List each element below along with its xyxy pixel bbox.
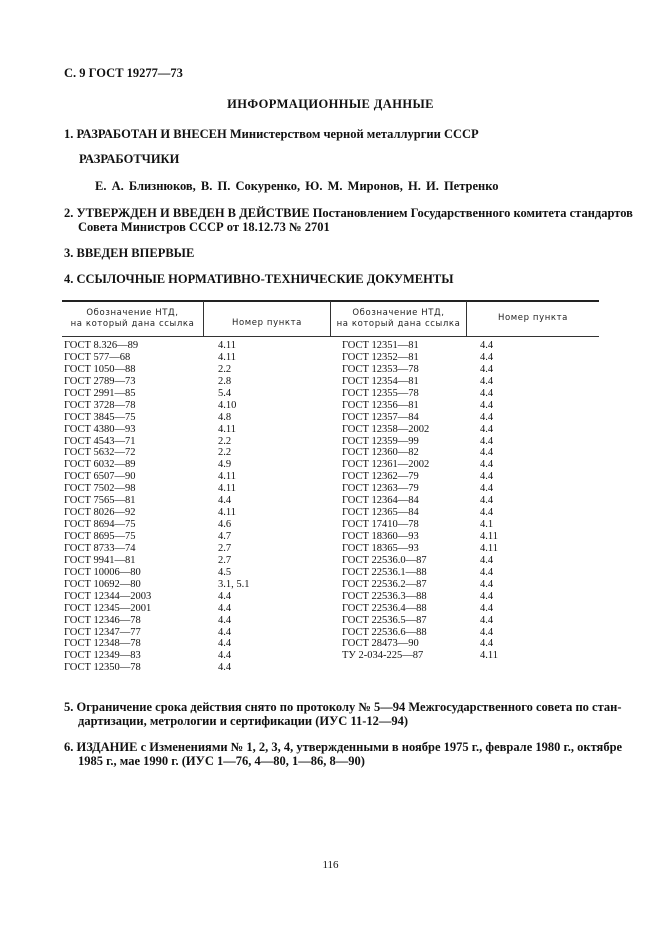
- ref-num-right: 4.4: [480, 447, 494, 459]
- ref-doc-left: ГОСТ 1050—88: [64, 363, 136, 375]
- ref-num-right: 4.4: [480, 387, 494, 399]
- ref-doc-left: ГОСТ 12350—78: [64, 662, 141, 674]
- ref-num-left: 4.4: [218, 614, 232, 626]
- item-4: 4. ССЫЛОЧНЫЕ НОРМАТИВНО-ТЕХНИЧЕСКИЕ ДОКУМЕНТЫ: [64, 272, 454, 286]
- ref-num-left: 4.4: [218, 590, 232, 602]
- ref-doc-left: ГОСТ 7502—98: [64, 483, 136, 495]
- left-num-column: [218, 340, 250, 674]
- item-3: 3. ВВЕДЕН ВПЕРВЫЕ: [64, 246, 195, 260]
- ref-doc-right: ГОСТ 22536.6—88: [342, 626, 427, 638]
- ref-doc-left: ГОСТ 8026—92: [64, 507, 136, 519]
- ref-num-left: 4.5: [218, 566, 232, 578]
- ref-num-left: 4.4: [218, 626, 232, 638]
- ref-doc-right: ГОСТ 12359—99: [342, 435, 419, 447]
- ref-doc-left: ГОСТ 577—68: [64, 351, 131, 363]
- ref-num-left: 4.9: [218, 459, 232, 471]
- ref-doc-left: ГОСТ 8695—75: [64, 531, 136, 542]
- page-number: 116: [322, 859, 339, 871]
- ref-num-right: 4.4: [480, 626, 494, 638]
- header-num-left: Номер пункта: [232, 318, 302, 328]
- ref-num-right: 4.4: [480, 614, 494, 626]
- item-1-text: Министерством черной металлургии СССР: [229, 127, 479, 141]
- ref-num-left: 2.7: [218, 554, 232, 566]
- table-header-rule: [62, 336, 599, 337]
- ref-num-left: 4.11: [218, 351, 236, 363]
- ref-num-left: 4.11: [218, 471, 236, 483]
- ref-num-right: 4.4: [480, 411, 494, 423]
- ref-doc-left: ГОСТ 8.326—89: [64, 340, 139, 351]
- header-doc-left-line2: на который дана ссылка: [70, 319, 195, 329]
- ref-doc-right: ГОСТ 12361—2002: [342, 459, 430, 471]
- ref-doc-right: ГОСТ 12355—78: [342, 387, 419, 399]
- right-doc-column: [342, 340, 429, 662]
- ref-num-left: 4.8: [218, 411, 232, 423]
- ref-doc-right: ГОСТ 18360—93: [342, 531, 419, 542]
- header-doc-right: [331, 308, 466, 330]
- ref-doc-left: ГОСТ 12349—83: [64, 650, 141, 662]
- ref-num-right: 4.4: [480, 554, 494, 566]
- item-2-text1: Постановлением Государственного комитета стандартов: [312, 206, 633, 220]
- ref-doc-right: ГОСТ 12360—82: [342, 447, 419, 459]
- item-2-text2: Совета Министров СССР от 18.12.73 № 2701: [78, 220, 330, 234]
- ref-doc-left: ГОСТ 3845—75: [64, 411, 136, 423]
- ref-doc-left: ГОСТ 4380—93: [64, 423, 136, 435]
- ref-doc-left: ГОСТ 10692—80: [64, 578, 141, 590]
- ref-num-left: 4.11: [218, 483, 236, 495]
- ref-num-left: 4.11: [218, 340, 236, 351]
- ref-num-left: 3.1, 5.1: [218, 578, 250, 590]
- ref-num-right: 4.1: [480, 519, 494, 531]
- ref-num-right: 4.4: [480, 590, 494, 602]
- ref-doc-right: ГОСТ 12356—81: [342, 399, 419, 411]
- ref-doc-left: ГОСТ 12345—2001: [64, 602, 152, 614]
- left-doc-column: [64, 340, 151, 674]
- ref-num-right: 4.4: [480, 375, 494, 387]
- header-doc-right-line2: на который дана ссылка: [336, 319, 461, 329]
- ref-num-right: 4.4: [480, 495, 494, 507]
- ref-doc-left: ГОСТ 8694—75: [64, 519, 136, 531]
- ref-num-right: 4.11: [480, 542, 498, 554]
- ref-num-right: 4.4: [480, 363, 494, 375]
- ref-doc-left: ГОСТ 3728—78: [64, 399, 136, 411]
- ref-num-right: 4.4: [480, 435, 494, 447]
- ref-doc-left: ГОСТ 12346—78: [64, 614, 141, 626]
- ref-num-left: 4.10: [218, 399, 237, 411]
- ref-num-right: 4.4: [480, 351, 494, 363]
- ref-doc-right: ТУ 2-034-225—87: [342, 650, 424, 662]
- ref-doc-left: ГОСТ 12348—78: [64, 638, 141, 650]
- item-1-lead: 1. РАЗРАБОТАН И ВНЕСЕН: [64, 127, 227, 141]
- ref-doc-right: ГОСТ 22536.0—87: [342, 554, 427, 566]
- ref-num-left: 4.11: [218, 507, 236, 519]
- ref-num-right: 4.4: [480, 399, 494, 411]
- header-doc-left: [62, 308, 203, 330]
- item-2: [64, 206, 633, 221]
- ref-doc-right: ГОСТ 22536.5—87: [342, 614, 427, 626]
- header-doc-left-line1: Обозначение НТД,: [86, 308, 179, 318]
- ref-num-left: 4.6: [218, 519, 232, 531]
- ref-num-left: 4.4: [218, 650, 232, 662]
- ref-doc-left: ГОСТ 10006—80: [64, 566, 141, 578]
- ref-num-right: 4.4: [480, 483, 494, 495]
- ref-num-left: 2.8: [218, 375, 232, 387]
- ref-num-left: 2.2: [218, 447, 232, 459]
- ref-doc-left: ГОСТ 6032—89: [64, 459, 136, 471]
- ref-doc-right: ГОСТ 12358—2002: [342, 423, 430, 435]
- ref-num-right: 4.4: [480, 340, 494, 351]
- developers-list: Е. А. Близнюков, В. П. Сокуренко, Ю. М. Миронов, Н. И. Петренко: [95, 179, 499, 193]
- ref-doc-right: ГОСТ 12351—81: [342, 340, 419, 351]
- ref-doc-left: ГОСТ 12347—77: [64, 626, 141, 638]
- ref-doc-right: ГОСТ 12353—78: [342, 363, 419, 375]
- ref-doc-left: ГОСТ 9941—81: [64, 554, 136, 566]
- ref-num-right: 4.4: [480, 638, 494, 650]
- ref-num-left: 4.7: [218, 531, 232, 542]
- item-5-line2: дартизации, метрологии и сертификации (ИУС 11-12—94): [78, 714, 409, 728]
- ref-doc-left: ГОСТ 4543—71: [64, 435, 136, 447]
- ref-doc-left: ГОСТ 6507—90: [64, 471, 136, 483]
- section-title: ИНФОРМАЦИОННЫЕ ДАННЫЕ: [227, 97, 434, 111]
- ref-num-left: 4.11: [218, 423, 236, 435]
- ref-doc-right: ГОСТ 12354—81: [342, 375, 419, 387]
- ref-num-left: 4.4: [218, 602, 232, 614]
- ref-doc-right: ГОСТ 22536.2—87: [342, 578, 427, 590]
- ref-doc-right: ГОСТ 12357—84: [342, 411, 419, 423]
- ref-num-left: 5.4: [218, 387, 232, 399]
- item-6-line1: 6. ИЗДАНИЕ с Изменениями № 1, 2, 3, 4, утвержденными в ноябре 1975 г., феврале 1980 г., октябре: [64, 740, 623, 754]
- ref-num-right: 4.4: [480, 578, 494, 590]
- ref-num-left: 2.7: [218, 542, 232, 554]
- ref-num-left: 4.4: [218, 638, 232, 650]
- item-5-line1: 5. Ограничение срока действия снято по протоколу № 5—94 Межгосударственного совета по стан-: [64, 700, 622, 714]
- ref-doc-left: ГОСТ 5632—72: [64, 447, 136, 459]
- ref-doc-right: ГОСТ 12363—79: [342, 483, 419, 495]
- item-1: [64, 127, 479, 142]
- ref-num-right: 4.11: [480, 650, 498, 662]
- ref-num-left: 2.2: [218, 435, 232, 447]
- ref-num-right: 4.4: [480, 471, 494, 483]
- ref-num-left: 4.4: [218, 495, 232, 507]
- ref-doc-right: ГОСТ 22536.3—88: [342, 590, 427, 602]
- ref-num-right: 4.4: [480, 602, 494, 614]
- ref-doc-right: ГОСТ 12352—81: [342, 351, 419, 363]
- ref-doc-left: ГОСТ 2991—85: [64, 387, 136, 399]
- right-num-column: [480, 340, 498, 662]
- ref-doc-left: ГОСТ 2789—73: [64, 375, 136, 387]
- ref-doc-left: ГОСТ 8733—74: [64, 542, 136, 554]
- ref-num-right: 4.4: [480, 507, 494, 519]
- ref-doc-right: ГОСТ 22536.4—88: [342, 602, 427, 614]
- ref-doc-right: ГОСТ 18365—93: [342, 542, 419, 554]
- page-header: С. 9 ГОСТ 19277—73: [64, 66, 183, 80]
- ref-doc-right: ГОСТ 12362—79: [342, 471, 419, 483]
- developers-label: РАЗРАБОТЧИКИ: [79, 152, 180, 166]
- item-2-lead: 2. УТВЕРЖДЕН И ВВЕДЕН В ДЕЙСТВИЕ: [64, 206, 310, 220]
- ref-doc-left: ГОСТ 12344—2003: [64, 590, 152, 602]
- ref-doc-right: ГОСТ 12365—84: [342, 507, 419, 519]
- ref-num-left: 2.2: [218, 363, 232, 375]
- header-doc-right-line1: Обозначение НТД,: [352, 308, 445, 318]
- item-6-line2: 1985 г., мае 1990 г. (ИУС 1—76, 4—80, 1—86, 8—90): [78, 754, 365, 768]
- ref-num-right: 4.4: [480, 423, 494, 435]
- ref-doc-left: ГОСТ 7565—81: [64, 495, 136, 507]
- ref-doc-right: ГОСТ 28473—90: [342, 638, 419, 650]
- ref-num-left: 4.4: [218, 662, 232, 674]
- ref-num-right: 4.4: [480, 566, 494, 578]
- ref-doc-right: ГОСТ 22536.1—88: [342, 566, 427, 578]
- header-num-right: Номер пункта: [498, 313, 568, 323]
- ref-num-right: 4.4: [480, 459, 494, 471]
- ref-doc-right: ГОСТ 12364—84: [342, 495, 419, 507]
- ref-num-right: 4.11: [480, 531, 498, 542]
- ref-doc-right: ГОСТ 17410—78: [342, 519, 419, 531]
